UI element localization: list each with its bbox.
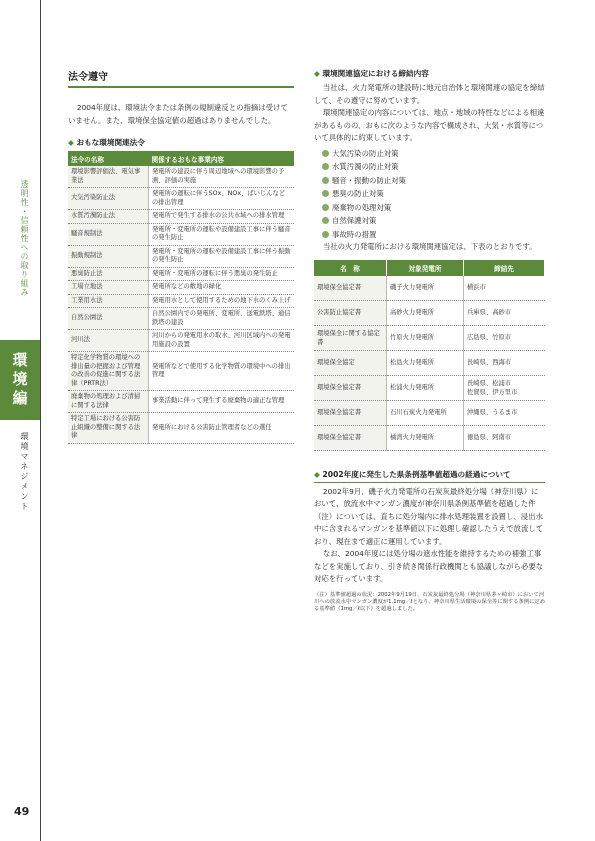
agreement-items-list: [322, 147, 545, 242]
bullet-dot-icon: [322, 150, 329, 157]
table-row: [68, 308, 294, 330]
agreement-name-cell: 環境保全協定書: [314, 375, 387, 400]
law-content-cell: 発電所・変電所の運転に伴う悪臭の発生防止: [149, 267, 295, 281]
table-row: [68, 166, 294, 188]
law-name-cell: 特定工場における公害防止組織の整備に関する法律: [68, 413, 149, 444]
list-item-label: 廃棄物の処理対策: [332, 202, 392, 212]
table-row: [314, 400, 545, 425]
law-content-cell: 発電所の運転に伴うSOx、NOx、ばいじんなどの排出管理: [149, 188, 295, 210]
table-row: [68, 267, 294, 281]
bullet-dot-icon: [322, 177, 329, 184]
list-item: [322, 147, 545, 161]
law-content-cell: 発電所の建設に伴う周辺地域への環境影響の予測、評価の実施: [149, 166, 295, 188]
law-content-cell: 発電所における公害防止管理者などの選任: [149, 413, 295, 444]
list-item-label: 水質汚濁の防止対策: [332, 162, 399, 171]
bullet-dot-icon: [322, 190, 329, 197]
list-item-label: 自然保護対策: [332, 216, 377, 225]
laws-heading: [68, 137, 294, 148]
agreement-name-cell: 環境保全に関する協定書: [314, 325, 387, 350]
table-row: [68, 188, 294, 210]
list-item: [322, 187, 545, 201]
party-cell: 徳島県、阿南市: [464, 425, 545, 450]
diamond-icon: ◆: [314, 69, 320, 78]
plant-cell: 松島火力発電所: [387, 350, 464, 375]
law-content-cell: 発電所などで使用する化学物質の環境中への排出管理: [149, 352, 295, 391]
table-row: [68, 294, 294, 308]
list-item: [322, 214, 545, 228]
exceedance-footnote: （注）基準値超過の状況：2002年9月19日、石炭灰最終処分場（神奈川県茅ヶ崎市）において河川への放流水中マンガン濃度が1.1mg／ℓとなり、神奈川県生活環境の保全等に関する条例に定める基準値（1mg／ℓ以下）を超過しました。: [314, 591, 546, 613]
list-item-label: 大気汚染の防止対策: [332, 148, 399, 158]
exceedance-heading: [314, 469, 545, 483]
law-content-cell: 発電所などの敷地の緑化: [149, 281, 295, 295]
sidebar-category-text: 透明性・信頼性への取り組み: [20, 180, 29, 297]
table-row: [314, 276, 545, 301]
list-item: [322, 174, 545, 188]
law-name-cell: 悪臭防止法: [68, 267, 149, 281]
list-item-label: 騒音・振動の防止対策: [332, 175, 406, 185]
list-item-label: 悪臭の防止対策: [332, 189, 384, 198]
bullet-dot-icon: [322, 163, 329, 170]
agreement-name-cell: 環境保全協定書: [314, 425, 387, 450]
law-content-cell: 発電用水として使用するための地下水のくみ上げ: [149, 294, 295, 308]
law-content-cell: 発電所・変電所の運転や設備建設工事に伴う振動の発生防止: [149, 245, 295, 267]
list-item: [322, 160, 545, 174]
law-name-cell: 大気汚染防止法: [68, 188, 149, 210]
page-number: 49: [14, 805, 30, 818]
party-cell: 沖縄県、うるま市: [464, 400, 545, 425]
plant-cell: 松浦火力発電所: [387, 375, 464, 400]
agreement-table-header-party: 締結先: [464, 260, 545, 276]
party-cell: 長崎県、西海市: [464, 350, 545, 375]
bullet-dot-icon: [322, 204, 329, 211]
law-name-cell: 特定化学物質の環境への排出量の把握および管理の改善の促進に関する法律（PRTR法）: [68, 352, 149, 391]
agreement-para-1: 当社は、火力発電所の建設時に地元自治体と環境関連の協定を締結して、その遵守に努めています。: [314, 83, 545, 105]
plant-cell: 高砂火力発電所: [387, 300, 464, 325]
law-name-cell: 環境影響評価法、電気事業法: [68, 166, 149, 188]
law-name-cell: 廃棄物の処理および清掃に関する法律: [68, 391, 149, 413]
exceedance-para-2: なお、2004年度には処分場の遮水性能を維持するための補強工事などを実施しており、引き続き関係行政機関とも協議しながら必要な対応を行っています。: [314, 549, 544, 583]
section-title: 法令遵守: [68, 68, 294, 88]
party-cell: 横浜市: [464, 276, 545, 301]
plant-cell: 竹原火力発電所: [387, 325, 464, 350]
sidebar-subsection-text: 環境マネジメント: [20, 432, 29, 512]
agreement-name-cell: 環境保全協定書: [314, 400, 387, 425]
party-cell: 兵庫県、高砂市: [464, 300, 545, 325]
law-content-cell: 河川からの発電用水の取水、河川区域内への発電用施設の設置: [149, 330, 295, 352]
law-name-cell: 工業用水法: [68, 294, 149, 308]
table-row: [68, 330, 294, 352]
law-content-cell: 自然公園内での発電所、変電所、送電鉄塔、通信鉄塔の建設: [149, 308, 295, 330]
exceedance-heading-text: 2002年度に発生した県条例基準値超過の経過について: [322, 469, 511, 479]
table-row: [68, 391, 294, 413]
plant-cell: 磯子火力発電所: [387, 276, 464, 301]
law-name-cell: 河川法: [68, 330, 149, 352]
table-row: [68, 413, 294, 444]
law-content-cell: 発電所・変電所の運転や設備建設工事に伴う騒音の発生防止: [149, 223, 295, 245]
table-row: [314, 425, 545, 450]
law-content-cell: 発電所で発生する排水の公共水域への排水管理: [149, 210, 295, 224]
law-name-cell: 水質汚濁防止法: [68, 210, 149, 224]
law-name-cell: 騒音規制法: [68, 223, 149, 245]
table-row: [314, 375, 545, 400]
agreement-table-header-plant: 対象発電所: [387, 260, 464, 276]
list-item: [322, 228, 545, 242]
diamond-icon: ◆: [68, 138, 74, 147]
laws-heading-text: おもな環境関連法令: [76, 138, 145, 147]
agreement-name-cell: 環境保全協定: [314, 350, 387, 375]
agreement-table: [314, 260, 545, 451]
right-column: [314, 64, 545, 613]
table-row: [68, 210, 294, 224]
table-row: [314, 300, 545, 325]
plant-cell: 橘湾火力発電所: [387, 425, 464, 450]
laws-table-header-content: 関係するおもな事業内容: [149, 151, 295, 166]
list-item: [322, 201, 545, 215]
table-row: [68, 281, 294, 295]
laws-table: [68, 151, 294, 444]
agreement-para-3: 当社の火力発電所における環境関連協定は、下表のとおりです。: [322, 242, 537, 251]
agreement-heading-text: 環境関連協定における締結内容: [322, 69, 429, 78]
table-row: [68, 223, 294, 245]
bullet-dot-icon: [322, 217, 329, 224]
party-cell: 長崎県、松浦市 佐賀県、伊万里市: [464, 375, 545, 400]
plant-cell: 石川石炭火力発電所: [387, 400, 464, 425]
table-row: [314, 350, 545, 375]
diamond-icon: ◆: [314, 469, 320, 479]
agreement-para-2: 環境関連協定の内容については、地点・地域の特性などによる相違があるものの、おもに次のような内容で構成され、大気・水質等について具体的に約束しています。: [314, 108, 545, 142]
laws-table-header-name: 法令の名称: [68, 151, 149, 166]
law-name-cell: 自然公園法: [68, 308, 149, 330]
law-content-cell: 事業活動に伴って発生する廃棄物の適正な管理: [149, 391, 295, 413]
table-row: [68, 245, 294, 267]
party-cell: 広島県、竹原市: [464, 325, 545, 350]
compliance-intro: 2004年度は、環境法令または条例の規制違反との指摘は受けていません。また、環境保全協定値の超過はありませんでした。: [68, 103, 288, 125]
agreement-table-body: [314, 276, 545, 451]
agreement-name-cell: 環境保全協定書: [314, 276, 387, 301]
bullet-dot-icon: [322, 231, 329, 238]
law-name-cell: 工場立地法: [68, 281, 149, 295]
table-row: [314, 325, 545, 350]
table-row: [68, 352, 294, 391]
law-name-cell: 振動規制法: [68, 245, 149, 267]
sidebar-section-block: 環境編: [0, 340, 40, 420]
list-item-label: 事故時の措置: [332, 229, 377, 239]
sidebar: [0, 0, 41, 841]
agreement-table-header-name: 名 称: [314, 260, 387, 276]
left-column: [68, 64, 294, 444]
agreement-heading: [314, 68, 545, 79]
exceedance-para-1: 2002年9月、磯子火力発電所の石炭灰最終処分場（神奈川県）において、放流水中マンガン濃度が神奈川県条例基準値を超過した件（注）については、直ちに処分場内に排水処理装置を設置し、浸出水中に含まれるマンガンを基準値以下に処理し確認したうえで放流しており、現在まで適正に運用しています。: [314, 486, 544, 546]
agreement-name-cell: 公害防止協定書: [314, 300, 387, 325]
laws-table-body: [68, 166, 294, 443]
